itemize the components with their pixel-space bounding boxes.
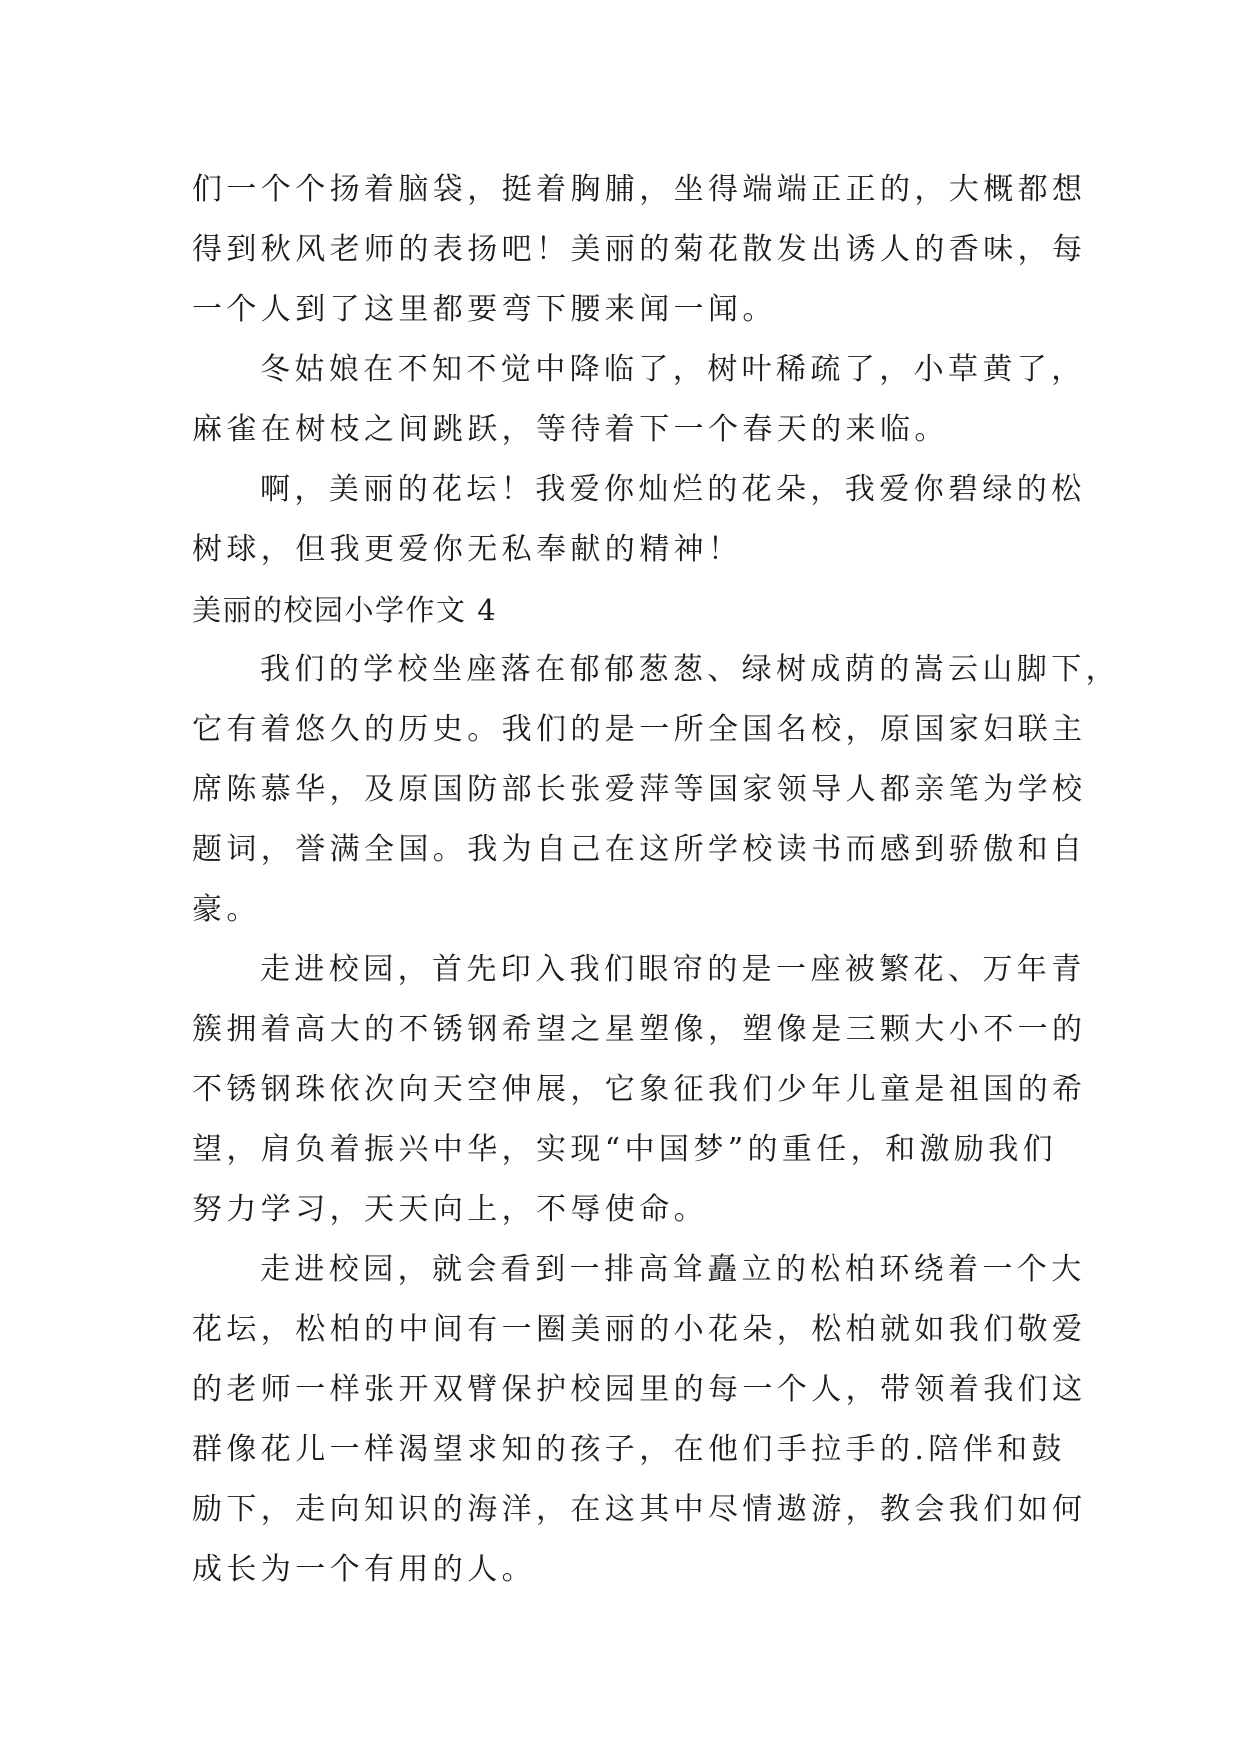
text-line: 努力学习，天天向上，不辱使命。 [192, 1192, 708, 1227]
text-line: 的老师一样张开双臂保护校园里的每一个人，带领着我们这 [192, 1372, 1087, 1407]
text-line: 我们的学校坐座落在郁郁葱葱、绿树成荫的嵩云山脚下， [260, 652, 1120, 687]
text-line: 题词，誉满全国。我为自己在这所学校读书而感到骄傲和自 [192, 832, 1087, 867]
text-line: 们一个个扬着脑袋，挺着胸脯，坐得端端正正的，大概都想 [192, 172, 1087, 207]
section-heading: 美丽的校园小学作文 4 [192, 593, 498, 627]
text-line: 望，肩负着振兴中华，实现“中国梦”的重任，和激励我们 [192, 1132, 1058, 1167]
text-line: 走进校园，就会看到一排高耸矗立的松柏环绕着一个大 [260, 1252, 1086, 1287]
text-line: 树球，但我更爱你无私奉献的精神！ [192, 532, 743, 567]
document-body [192, 160, 1120, 1600]
text-line: 冬姑娘在不知不觉中降临了，树叶稀疏了，小草黄了， [260, 352, 1086, 387]
text-line: 群像花儿一样渴望求知的孩子，在他们手拉手的.陪伴和鼓 [192, 1432, 1066, 1467]
text-line: 走进校园，首先印入我们眼帘的是一座被繁花、万年青 [260, 952, 1086, 987]
text-line: 不锈钢珠依次向天空伸展，它象征我们少年儿童是祖国的希 [192, 1072, 1087, 1107]
text-line: 麻雀在树枝之间跳跃，等待着下一个春天的来临。 [192, 412, 949, 447]
text-line: 成长为一个有用的人。 [192, 1552, 536, 1587]
text-line: 簇拥着高大的不锈钢希望之星塑像，塑像是三颗大小不一的 [192, 1012, 1087, 1047]
text-line: 它有着悠久的历史。我们的是一所全国名校，原国家妇联主 [192, 712, 1087, 747]
text-line: 一个人到了这里都要弯下腰来闻一闻。 [192, 292, 777, 327]
text-line: 励下，走向知识的海洋，在这其中尽情遨游，教会我们如何 [192, 1492, 1087, 1527]
text-line: 得到秋风老师的表扬吧！美丽的菊花散发出诱人的香味，每 [192, 232, 1087, 267]
text-line: 啊，美丽的花坛！我爱你灿烂的花朵，我爱你碧绿的松 [260, 472, 1086, 507]
text-line: 席陈慕华，及原国防部长张爱萍等国家领导人都亲笔为学校 [192, 772, 1087, 807]
text-line: 花坛，松柏的中间有一圈美丽的小花朵，松柏就如我们敬爱 [192, 1312, 1087, 1347]
text-line: 豪。 [192, 892, 261, 927]
